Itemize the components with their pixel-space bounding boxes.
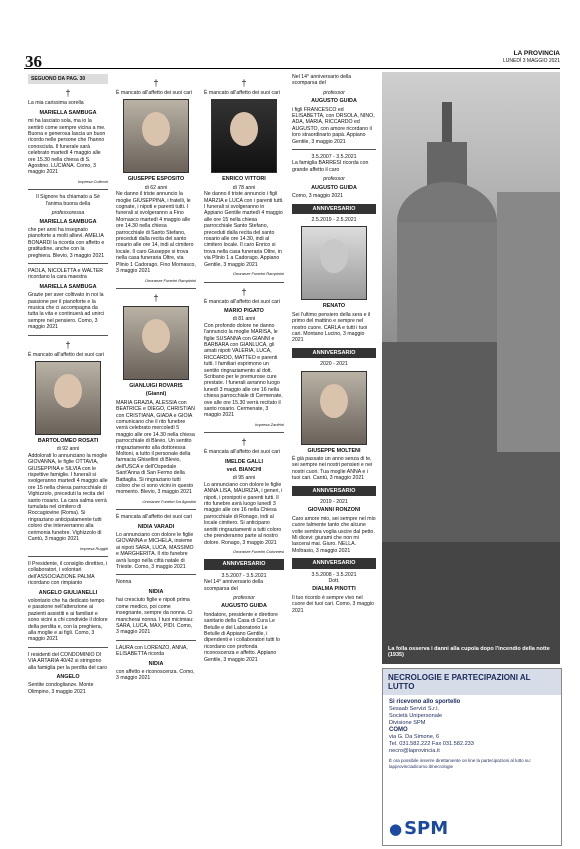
deceased-name-2: ved. BIANCHI	[226, 467, 262, 474]
deceased-name: DIALMA PINOTTI	[312, 586, 356, 593]
notice-text: Grazie per aver coltivato in noi la passione per il pianoforte e la musica che ci accompagna da tutta la vita e continuerà ad unirci sempre nel pensiero. Como, 3 maggio 2021	[28, 292, 105, 331]
deceased-name: MARIELLA SAMBUGA	[39, 109, 97, 116]
notice-text: Il Signore ha chiamato a Sé l'anima buona della	[36, 194, 100, 207]
notice-intro: La mia carissima sorella	[28, 100, 84, 107]
portrait-photo	[123, 99, 189, 173]
cross-icon: †	[241, 286, 247, 297]
deceased-age: di 81 anni	[232, 316, 256, 323]
portrait-photo	[123, 306, 189, 380]
deceased-age: di 95 anni	[232, 475, 256, 482]
cross-icon: †	[65, 339, 71, 350]
deceased-name: AUGUSTO GUIDA	[311, 184, 357, 191]
ad-phone: Tel. 031.582.222 Fax 031.582.233	[389, 741, 474, 747]
notice-intro: È mancato all'affetto dei suoi cari	[204, 298, 280, 305]
separator	[28, 189, 108, 190]
separator	[116, 509, 196, 510]
separator	[116, 288, 196, 289]
photo-caption: La folla osserva i danni alla cupola dopo l'incendio della notte (1935)	[388, 646, 550, 658]
deceased-name: GIANLUIGI ROVARIS	[129, 382, 183, 389]
notice-signature: Impresa Zanfrini	[255, 421, 284, 427]
deceased-name: MARIELLA SAMBUGA	[39, 283, 97, 290]
portrait-photo	[301, 371, 367, 445]
separator	[204, 432, 284, 433]
notice-text: Il Presidente, il consiglio direttivo, i collaboratori, i volontari dell'ASSOCIAZIONE PALMA ricordano con rimpianto	[28, 560, 108, 587]
notice-signature: Onoranze Funebri Rampinini	[232, 271, 284, 277]
page-header	[0, 0, 580, 70]
anniversary-dates: 3.5.2008 - 3.5.2021	[311, 571, 357, 578]
masthead-title: LA PROVINCIA	[513, 50, 560, 57]
notice-intro: È mancata all'affetto dei suoi cari	[204, 449, 280, 456]
notice-text: Sentite condoglianze. Monte Olimpino, 3 maggio 2021	[28, 682, 94, 695]
deceased-name: BARTOLOMEO ROSATI	[37, 438, 99, 444]
notice-text: PAOLA, NICOLETTA e WALTER ricordano la cara maestra	[28, 267, 104, 281]
deceased-name: GIUSEPPE MOLTENI	[307, 447, 361, 454]
cross-icon: †	[153, 78, 159, 88]
notice-text: Como, 3 maggio 2021	[292, 193, 344, 200]
notice-signature: Onoranze Funebri Da Agostini	[142, 498, 196, 504]
page-number: 36	[25, 52, 42, 71]
notice-text: È già passato un anno senza di te, sei sempre nei nostri pensieri e nei nostri cuori. Tua moglie ANNA e i tuoi cari. Cantù, 3 maggio 2021	[292, 455, 373, 482]
masthead	[503, 50, 560, 64]
notice-text: con affetto e riconoscenza. Como, 3 maggio 2021	[116, 668, 195, 682]
deceased-name: MARIELLA SAMBUGA	[39, 218, 97, 225]
anniversary-banner: ANNIVERSARIO	[292, 558, 376, 568]
ad-line: Sesaab Servizi S.r.l.	[389, 706, 440, 712]
notice-text: Lo annunciano con dolore le figlie GIOVANNA e MICHELA, insieme ai nipoti SARA, LUCA, MASSIMO e MARGHERITA. Il rito funebre avrà luogo nella città natale di Trieste. Como, 3 maggio 2021	[116, 532, 194, 571]
deceased-name: MARIO PIGATO	[224, 307, 264, 314]
ad-note: È ora possibile inserire direttamente on line la partecipazioni al lutto su: lapprovinciadicomo.it/necrologie	[389, 758, 531, 769]
deceased-name: ANGELO GIULIANELLI	[38, 589, 98, 596]
ad-line: Società Unipersonale	[389, 713, 443, 719]
deceased-name: GIUSEPPE ESPOSITO	[127, 176, 185, 183]
anniversary-dates: 2019 - 2021	[320, 499, 348, 505]
notice-intro: È mancata all'affetto dei suoi cari	[116, 514, 192, 521]
notice-text: LAURA con LORENZO, ANNA, ELISABETTA ricorda	[116, 644, 188, 658]
cross-icon: †	[241, 78, 247, 88]
anniversary-dates: 3.5.2007 - 3.5.2021	[221, 572, 267, 579]
anniversary-banner: ANNIVERSARIO	[292, 486, 376, 496]
deceased-name: AUGUSTO GUIDA	[221, 603, 267, 610]
notice-signature: Onoranze Funebri Rampinini	[144, 277, 196, 283]
anniversary-banner: ANNIVERSARIO	[204, 559, 284, 569]
cross-icon: †	[153, 292, 159, 303]
anniversary-dates: 3.5.2007 - 3.5.2021	[311, 154, 357, 161]
deceased-name: GIOVANNI RONZONI	[307, 507, 361, 514]
deceased-name: NIDIA	[148, 588, 164, 595]
role-label: professor	[323, 89, 345, 96]
deceased-age: di 62 anni	[144, 184, 168, 191]
notice-text: Il tuo ricordo è sempre vivo nel cuore dei tuoi cari. Como, 3 maggio 2021	[292, 594, 374, 614]
notice-text: Ne danno il triste annuncio i figli MARZIA e LUCA con i parenti tutti. I funerali si svolgeranno in Appiano Gentile martedì 4 maggio alle ore 15 nella chiesa parrocchiale Santo Stefano, preceduti dalla recita del santo rosario alle ore 14.30, indi al cimitero locale. Il caro Enrico si trova nella casa funeraria Oltre, in via Plinio 1 a Cadorago. Appiano Gentile, 3 maggio 2021	[204, 191, 284, 268]
deceased-name: ANGELO	[56, 674, 80, 680]
notice-text: I residenti del CONDOMINIO DI VIA ARTARIA 40/42 si stringono alla famiglia per la perdita del caro	[28, 651, 108, 671]
column-3	[204, 74, 284, 844]
separator	[116, 640, 196, 641]
ad-line: Divisione SPM	[389, 720, 426, 726]
notice-intro: Nonna	[116, 579, 132, 586]
notice-text: Lo annunciano con dolore le figlie ANNA LISA, MAURIZIA, i generi, i nipoti, i pronipoti e parenti tutti. Il rito funebre avrà luogo lunedì 3 maggio alle ore 16 nella Chiesa parrocchiale di Ronago, indi al locale cimitero. Si anticipano sentiti ringraziamenti a tutti coloro che prenderanno parte al nostro dolore. Ronago, 3 maggio 2021	[204, 481, 283, 546]
anniversary-dates: 2020 - 2021	[320, 361, 348, 368]
portrait-photo	[211, 99, 277, 173]
separator	[292, 149, 376, 150]
column-1	[28, 74, 108, 844]
notice-text: Ne danno il triste annuncio la moglie GIUSEPPINA, i fratelli, le cognate, i nipoti e parenti tutti. I funerali si svolgeranno a Fino Mornasco martedì 4 maggio alle ore 14.30 nella chiesa parrocchiale di Santo Stefano, preceduti dalla recita del santo rosario alle ore 14, indi al cimitero locale. Il caro Giuseppe si trova nella casa funeraria Oltre, via Plinio 1 Cadorago. Fino Mornasco, 3 maggio 2021	[116, 191, 196, 275]
separator	[28, 647, 108, 648]
role-label: professor	[233, 594, 255, 601]
column-2	[116, 74, 196, 844]
deceased-name: ENRICO VITTORI	[222, 176, 266, 183]
notice-text: Nel 14° anniversario della scomparsa del	[292, 74, 352, 87]
notice-text: Addolorati lo annunciano la moglie GIOVANNA, le figlie OTTAVIA, GIUSEPPINA e SILVIA con le rispettive famiglie. I funerali si svolgeranno martedì 4 maggio alle ore 15 nella chiesa parrocchiale di Vighizzolo, preceduti la recita del santo rosario. La cara salma verrà tumulata nel cimitero di Roccagiovine (Roma). Si ringraziano anticipatamente tutti coloro che interverranno alla cerimonia funebre. Vighizzolo di Cantù, 3 maggio 2021	[28, 452, 108, 543]
ad-body	[383, 695, 561, 773]
notice-text: hai cresciuto figlie e nipoti prima come medico, poi come insegnante, sempre da nonna. Ci mancherai nonna. I tuoi micimiau: SARA, LUCA, MAX, PIDI. Como, 3 maggio 2021	[116, 597, 194, 636]
separator	[204, 282, 284, 283]
anniversary-banner: ANNIVERSARIO	[292, 348, 376, 358]
deceased-name: NIDIA VARADI	[137, 523, 175, 530]
notice-text: Caro amore mio, sei sempre nel mio cuore talmente tanto che alcune volte sembra voglia uscire dal petto. Mi dicevi: giurami che non mi lascerai mai. Giuro. NELLA. Moltrasio, 3 maggio 2021	[292, 515, 376, 554]
notice-text: La famiglia BARRESI ricorda con grande affetto il caro	[292, 160, 369, 173]
notice-text: Nel 14° anniversario della scomparsa del	[204, 579, 264, 592]
ad-line: Si ricevono allo sportello	[389, 699, 461, 705]
portrait-photo	[35, 361, 101, 435]
notice-signature: Impresa Colleoni	[77, 178, 108, 184]
notice-intro: È mancato all'affetto dei suoi cari	[28, 351, 104, 358]
ad-city: COMO	[389, 727, 408, 733]
cross-icon: †	[241, 437, 247, 448]
ad-title: NECROLOGIE E PARTECIPAZIONI AL LUTTO	[383, 669, 561, 695]
role-label: Dott.	[328, 578, 340, 585]
historical-photo	[382, 72, 560, 664]
notice-text: fondatore, presidente e direttore sanitario della Casa di Cura Le Betulle e del Laboratorio Le Betulle di Appiano Gentile, i dipendenti e i collaboratori tutti lo ricordano con profonda riconoscenza e affetto. Appiano Gentile, 3 maggio 2021	[204, 611, 280, 663]
separator	[116, 574, 196, 575]
notice-signature: Onoranze Funebri Colonnesi	[232, 548, 284, 554]
anniversary-banner: ANNIVERSARIO	[292, 204, 376, 214]
anniversary-dates: 2.5.2019 - 2.5.2021	[311, 216, 357, 223]
ad-address: via G. Da Simone, 6	[389, 734, 440, 740]
notice-text: Sei l'ultimo pensiero della sera e il primo del mattino e sempre nel nostro cuore. CARLA e tutti i tuoi cari. Montano Lucino, 3 maggio 2021	[292, 311, 371, 344]
notice-text: MARIA GRAZIA, ALESSIA con BEATRICE e DIEGO, CHRISTIAN con CRISTIANA, GIADA e GIOIA comunicano che il rito funebre verrà celebrato mercoledì 5 maggio alle ore 14.30 nella chiesa parrocchiale di Blevio. Un sentito ringraziamento alla dottoressa Moltoni, a tutto il personale della farmacia Ghisellini di Blevio, dell'USCA e dell'Ospedale Sant'Anna di San Fermo della Battaglia. Si ringraziano tutti coloro che ci sono vicini in questo momento. Blevio, 3 maggio 2021	[116, 399, 195, 496]
deceased-name: AUGUSTO GUIDA	[311, 98, 357, 105]
separator	[28, 335, 108, 336]
notice-intro: È mancato all'affetto dei suoi cari	[204, 90, 280, 96]
notice-text: i figli FRANCESCO ed ELISABETTA, con ORSOLA, NINO, ADA, MARIA, RICCARDO ed AUGUSTO, con amore ricordano il loro straordinario papà. Appiano Gentile, 3 maggio 2021	[292, 106, 375, 145]
deceased-name: NIDIA	[148, 660, 164, 667]
masthead-date: LUNEDÌ 3 MAGGIO 2021	[503, 58, 560, 64]
deceased-name: RENATO	[322, 303, 346, 310]
deceased-nickname: (Gianni)	[145, 391, 167, 398]
role-label: professoressa	[51, 210, 85, 217]
notice-text: mi ha lasciato sola, ma io la sentirò come sempre vicina a me. Buona e generosa lascia un buon ricordo nelle persone che l'hanno conosciuta. Il funerale sarà celebrato martedì 4 maggio alle ore 15.30 nella chiesa di S. Agostino. LUCIANA. Como, 3 maggio 2021	[28, 118, 106, 176]
notice-text: che per anni ha insegnato pianoforte a molti allievi. AMELIA BONARDI la ricorda con affetto e gratitudine, anche con la preghiera. Blevio, 3 maggio 2021	[28, 226, 105, 259]
portrait-photo	[301, 226, 367, 300]
role-label: professor	[323, 176, 345, 183]
notice-text: Con profondo dolore ne danno l'annuncio la moglie MARISA, le figlie SUSANNA con GIANNI e BARBARA con GIANLUCA, gli amati nipoti VALERIA, LUCA, RICCARDO, MATTEO e parenti tutti. I familiari esprimono un sentito ringraziamento al dott. Scribano per le premurose cure prestate. I funerali avranno luogo lunedì 3 maggio alle ore 16 nella chiesa parrocchiale di Cermenate, ove alle ore 15.30 verrà recitato il santo rosario. Cermenate, 3 maggio 2021	[204, 322, 283, 419]
notice-signature: Impresa Ruggiti	[79, 545, 108, 551]
necrology-ad	[382, 668, 562, 846]
separator	[28, 556, 108, 557]
cross-icon: †	[65, 88, 71, 99]
seguono-label: SEGUONO DA PAG. 30	[28, 74, 108, 84]
deceased-name: IMELDE GALLI	[224, 458, 264, 465]
deceased-age: di 92 anni	[56, 446, 80, 453]
deceased-age: di 78 anni	[232, 184, 256, 191]
separator	[28, 263, 108, 264]
dome-illustration	[382, 72, 560, 664]
ad-email[interactable]: necro@laprovincia.it	[389, 748, 440, 754]
spm-logo: ● SPM	[389, 818, 448, 839]
column-4	[292, 74, 376, 844]
notice-text: volontario che ha dedicato tempo e passione nell'attenzione ai pazienti assistiti e ai familiari e sono vicini a chi condivide il dolore della perdita e, con la preghiera, alla moglie e ai figli. Como, 3 maggio 2021	[28, 597, 108, 643]
notice-intro: È mancato all'affetto dei suoi cari	[116, 90, 192, 96]
header-rule	[24, 68, 560, 69]
